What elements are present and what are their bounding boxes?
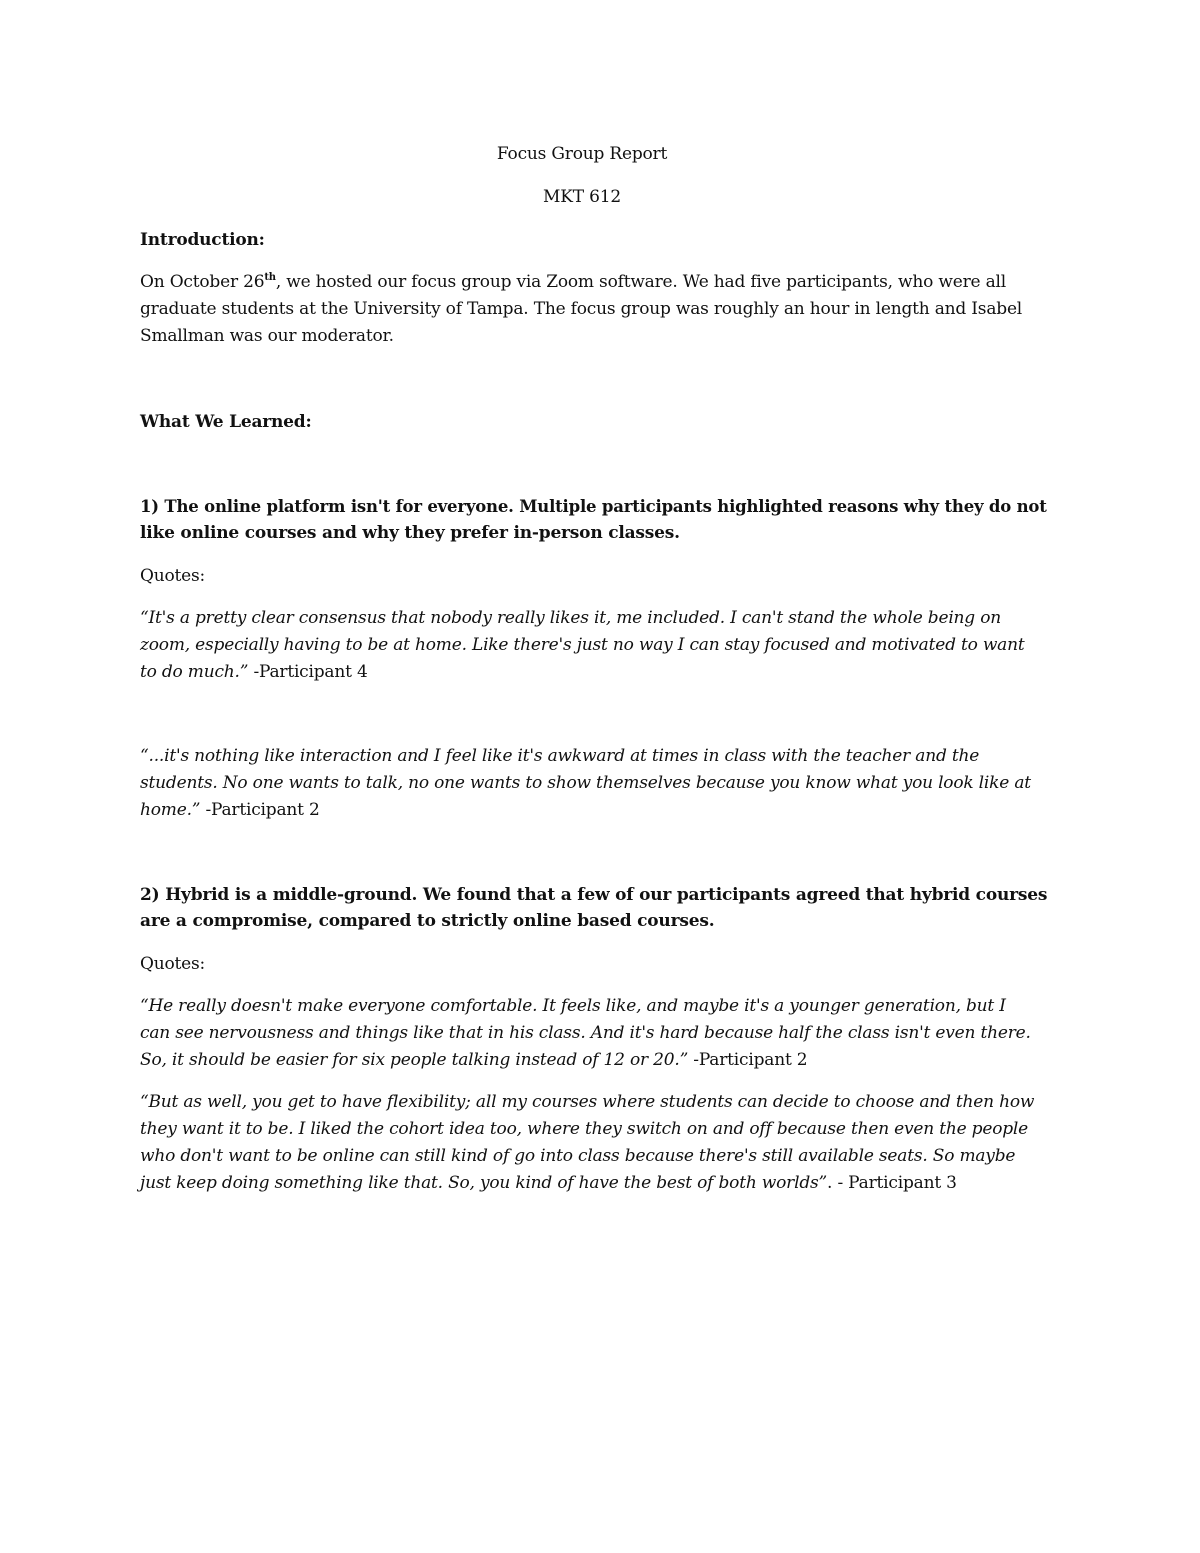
quote-line: they want it to be. I liked the cohort idea too, where they switch on and off because then even the people bbox=[140, 1119, 1029, 1139]
quote-text: So, it should be easier for six people talking instead of 12 or 20.” bbox=[140, 1050, 689, 1070]
introduction-heading: Introduction: bbox=[140, 230, 265, 250]
finding-heading: are a compromise, compared to strictly online based courses. bbox=[140, 911, 715, 931]
quote-line bbox=[140, 799, 320, 821]
quote-line: who don't want to be online can still kind of go into class because there's still available seats. So maybe bbox=[140, 1146, 1016, 1166]
quote-line: zoom, especially having to be at home. Like there's just no way I can stay focused and motivated to want bbox=[140, 635, 1025, 655]
quote-line: “It's a pretty clear consensus that nobody really likes it, me included. I can't stand the whole being on bbox=[140, 608, 1001, 628]
quotes-label: Quotes: bbox=[140, 566, 206, 586]
quote-text: to do much.” bbox=[140, 662, 249, 682]
intro-line bbox=[140, 271, 1006, 293]
finding-heading: 1) The online platform isn't for everyone. Multiple participants highlighted reasons why they do not bbox=[140, 497, 1047, 516]
intro-line-text: , we hosted our focus group via Zoom software. We had five participants, who were all bbox=[275, 272, 1006, 292]
intro-line: graduate students at the University of Tampa. The focus group was roughly an hour in length and Isabel bbox=[140, 299, 1023, 319]
quote-line bbox=[140, 1049, 807, 1071]
intro-line: Smallman was our moderator. bbox=[140, 326, 394, 346]
course-code: MKT 612 bbox=[543, 187, 621, 207]
quote-line: students. No one wants to talk, no one wants to show themselves because you know what you look like at bbox=[140, 773, 1031, 793]
quote-line: “...it's nothing like interaction and I feel like it's awkward at times in class with the teacher and the bbox=[140, 746, 980, 766]
quote-text: home.” bbox=[140, 800, 201, 820]
quote-attribution: -Participant 2 bbox=[688, 1050, 808, 1070]
quote-line: “He really doesn't make everyone comfortable. It feels like, and maybe it's a younger generation, but I bbox=[140, 996, 1006, 1016]
quotes-label: Quotes: bbox=[140, 954, 206, 974]
quote-text: just keep doing something like that. So, you kind of have the best of both worlds” bbox=[140, 1173, 828, 1193]
document-title: Focus Group Report bbox=[496, 144, 668, 164]
quote-line: “But as well, you get to have flexibility; all my courses where students can decide to choose and then how bbox=[140, 1092, 1035, 1112]
intro-date: On October 26 bbox=[140, 272, 265, 292]
quote-attribution: -Participant 4 bbox=[248, 662, 368, 682]
quote-attribution: -Participant 2 bbox=[200, 800, 320, 820]
quote-line: can see nervousness and things like that in his class. And it's hard because half the class isn't even there. bbox=[140, 1023, 1031, 1043]
finding-heading: like online courses and why they prefer in-person classes. bbox=[140, 523, 680, 543]
quote-attribution: . - Participant 3 bbox=[827, 1173, 957, 1193]
quote-line bbox=[140, 1172, 957, 1194]
finding-heading: 2) Hybrid is a middle-ground. We found that a few of our participants agreed that hybrid courses bbox=[140, 885, 1048, 905]
intro-date-suffix: th bbox=[264, 272, 276, 283]
quote-line bbox=[140, 661, 368, 683]
document-page bbox=[140, 0, 1060, 1553]
what-we-learned-heading: What We Learned: bbox=[140, 412, 312, 432]
